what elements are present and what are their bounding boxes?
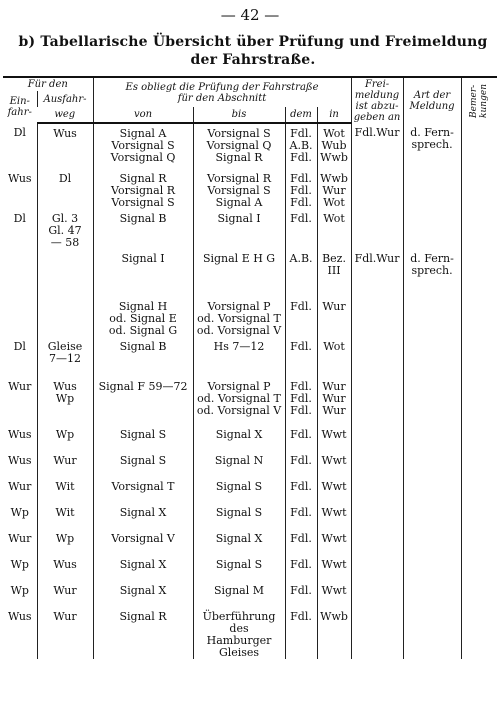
cell-bis: Signal N <box>193 451 285 477</box>
cell-bis: Vorsignal R Vorsignal S Signal A <box>193 169 285 209</box>
cell-in: Wwt <box>317 425 351 451</box>
cell-freimeldung <box>351 555 403 581</box>
cell-von: Signal B <box>93 337 193 377</box>
header-pruefung: Es obliegt die Prüfung der Fahrstraße für den Abschnitt <box>93 77 351 107</box>
cell-von: Signal I <box>93 249 193 297</box>
cell-art-der-meldung: d. Fern- sprech. <box>403 249 461 297</box>
header-bis: bis <box>193 107 285 123</box>
cell-freimeldung <box>351 477 403 503</box>
section-title: b) Tabellarische Übersicht über Prüfung und Freimeldung <box>18 34 488 50</box>
cell-einfahrweg: Wur <box>8 532 32 545</box>
cell-von: Signal B <box>93 209 193 249</box>
table-row <box>3 297 497 337</box>
cell-einfahrweg <box>3 249 37 297</box>
cell-art-der-meldung <box>403 337 461 377</box>
table-row <box>3 337 497 377</box>
cell-bemerkungen <box>461 503 497 529</box>
cell-freimeldung <box>351 425 403 451</box>
cell-art-der-meldung <box>403 607 461 659</box>
section-title-continued: der Fahrstraße. <box>190 52 316 68</box>
fahrstrassen-table <box>3 76 497 659</box>
cell-bis: Vorsignal P od. Vorsignal T od. Vorsignal V <box>193 377 285 425</box>
header-einfahrweg: Ein- fahr- <box>7 96 32 118</box>
header-bemerkungen-cell <box>461 77 497 123</box>
header-ausfahrweg: Ausfahr- <box>37 91 93 107</box>
cell-von: Signal X <box>93 503 193 529</box>
table-row <box>3 377 497 425</box>
cell-einfahrweg: Wp <box>10 506 29 519</box>
cell-dem: Fdl. <box>285 555 317 581</box>
table-row <box>3 581 497 607</box>
table-row <box>3 249 497 297</box>
table-row <box>3 451 497 477</box>
cell-einfahrweg: Wus <box>7 454 32 467</box>
header-dem: dem <box>285 107 317 123</box>
header-fuer-den: Für den <box>3 77 93 91</box>
cell-bemerkungen <box>461 209 497 249</box>
cell-von: Vorsignal T <box>93 477 193 503</box>
cell-bemerkungen <box>461 297 497 337</box>
cell-dem: Fdl. <box>285 451 317 477</box>
cell-bis: Signal X <box>193 425 285 451</box>
table-row <box>3 503 497 529</box>
table-row <box>3 607 497 659</box>
cell-bis: Vorsignal S Vorsignal Q Signal R <box>193 123 285 169</box>
cell-ausfahrweg: Wus <box>37 123 93 169</box>
cell-ausfahrweg: Gl. 3 Gl. 47 — 58 <box>37 209 93 249</box>
cell-in: Wot <box>317 337 351 377</box>
cell-dem: Fdl. <box>285 607 317 659</box>
cell-bis: Vorsignal P od. Vorsignal T od. Vorsignal V <box>193 297 285 337</box>
cell-ausfahrweg <box>37 249 93 297</box>
cell-ausfahrweg: Wit <box>37 503 93 529</box>
cell-einfahrweg: Wp <box>10 558 29 571</box>
table-row <box>3 555 497 581</box>
cell-ausfahrweg: Wur <box>37 451 93 477</box>
cell-in: Wot Wub Wwb <box>317 123 351 169</box>
cell-einfahrweg: Wp <box>10 584 29 597</box>
cell-von: Signal R <box>93 607 193 659</box>
cell-bemerkungen <box>461 123 497 169</box>
cell-in: Wot <box>317 209 351 249</box>
cell-freimeldung <box>351 377 403 425</box>
cell-bemerkungen <box>461 607 497 659</box>
cell-ausfahrweg: Wus <box>37 555 93 581</box>
cell-bis: Signal I <box>193 209 285 249</box>
cell-dem: Fdl. Fdl. Fdl. <box>285 169 317 209</box>
cell-von: Signal F 59—72 <box>93 377 193 425</box>
cell-dem: Fdl. <box>285 529 317 555</box>
cell-ausfahrweg: Wus Wp <box>37 377 93 425</box>
cell-bis: Signal S <box>193 555 285 581</box>
cell-einfahrweg: Dl <box>13 340 26 353</box>
cell-in: Wwt <box>317 477 351 503</box>
cell-dem: Fdl. A.B. Fdl. <box>285 123 317 169</box>
cell-ausfahrweg: Wp <box>37 529 93 555</box>
cell-freimeldung: Fdl.Wur <box>351 123 403 169</box>
cell-von: Signal H od. Signal E od. Signal G <box>93 297 193 337</box>
table-row <box>3 209 497 249</box>
cell-in: Wwt <box>317 503 351 529</box>
cell-art-der-meldung: d. Fern- sprech. <box>403 123 461 169</box>
cell-freimeldung <box>351 209 403 249</box>
cell-in: Wur Wur Wur <box>317 377 351 425</box>
cell-einfahrweg: Wur <box>8 380 32 393</box>
page-number: — 42 — <box>220 6 280 24</box>
cell-bemerkungen <box>461 377 497 425</box>
header-art-der-meldung: Art der Meldung <box>403 77 461 123</box>
cell-bis: Signal E H G <box>193 249 285 297</box>
cell-freimeldung <box>351 337 403 377</box>
cell-bemerkungen <box>461 529 497 555</box>
cell-bis: Signal X <box>193 529 285 555</box>
cell-einfahrweg: Dl <box>13 212 26 225</box>
cell-bemerkungen <box>461 249 497 297</box>
cell-in: Wwb Wur Wot <box>317 169 351 209</box>
cell-freimeldung <box>351 529 403 555</box>
header-weg: weg <box>37 107 93 123</box>
cell-von: Signal X <box>93 581 193 607</box>
cell-freimeldung <box>351 503 403 529</box>
cell-von: Signal X <box>93 555 193 581</box>
cell-art-der-meldung <box>403 477 461 503</box>
cell-bis: Signal S <box>193 503 285 529</box>
cell-freimeldung <box>351 607 403 659</box>
cell-bis: Überführung des Hamburger Gleises <box>193 607 285 659</box>
cell-dem: Fdl. <box>285 297 317 337</box>
cell-einfahrweg <box>3 297 37 337</box>
cell-ausfahrweg: Wur <box>37 607 93 659</box>
cell-art-der-meldung <box>403 451 461 477</box>
cell-ausfahrweg: Wit <box>37 477 93 503</box>
cell-einfahrweg: Wus <box>7 428 32 441</box>
cell-in: Wur <box>317 297 351 337</box>
cell-in: Wwb <box>317 607 351 659</box>
cell-dem: Fdl. <box>285 209 317 249</box>
cell-art-der-meldung <box>403 581 461 607</box>
cell-dem: Fdl. Fdl. Fdl. <box>285 377 317 425</box>
cell-bemerkungen <box>461 169 497 209</box>
cell-dem: Fdl. <box>285 581 317 607</box>
cell-art-der-meldung <box>403 503 461 529</box>
cell-art-der-meldung <box>403 377 461 425</box>
cell-ausfahrweg: Gleise 7—12 <box>37 337 93 377</box>
cell-dem: Fdl. <box>285 425 317 451</box>
cell-bemerkungen <box>461 451 497 477</box>
header-in: in <box>317 107 351 123</box>
cell-bemerkungen <box>461 337 497 377</box>
cell-bemerkungen <box>461 581 497 607</box>
cell-von: Signal R Vorsignal R Vorsignal S <box>93 169 193 209</box>
cell-freimeldung <box>351 451 403 477</box>
cell-bis: Signal M <box>193 581 285 607</box>
cell-freimeldung: Fdl.Wur <box>351 249 403 297</box>
table-row <box>3 425 497 451</box>
header-von: von <box>93 107 193 123</box>
cell-ausfahrweg: Wur <box>37 581 93 607</box>
header-bemerkungen: Bemer- kungen <box>469 83 490 118</box>
cell-bemerkungen <box>461 555 497 581</box>
cell-von: Signal S <box>93 425 193 451</box>
cell-einfahrweg: Wur <box>8 480 32 493</box>
cell-einfahrweg: Wus <box>7 610 32 623</box>
cell-ausfahrweg <box>37 297 93 337</box>
cell-dem: Fdl. <box>285 477 317 503</box>
cell-von: Signal A Vorsignal S Vorsignal Q <box>93 123 193 169</box>
cell-dem: Fdl. <box>285 337 317 377</box>
cell-bemerkungen <box>461 425 497 451</box>
cell-ausfahrweg: Wp <box>37 425 93 451</box>
cell-in: Bez. III <box>317 249 351 297</box>
cell-in: Wwt <box>317 451 351 477</box>
cell-art-der-meldung <box>403 209 461 249</box>
cell-in: Wwt <box>317 581 351 607</box>
cell-bis: Hs 7—12 <box>193 337 285 377</box>
cell-in: Wwt <box>317 529 351 555</box>
table-body <box>3 123 497 659</box>
cell-art-der-meldung <box>403 297 461 337</box>
table-row <box>3 477 497 503</box>
header-freimeldung: Frei- meldung ist abzu- geben an <box>351 77 403 123</box>
cell-einfahrweg: Dl <box>13 126 26 139</box>
cell-art-der-meldung <box>403 529 461 555</box>
cell-dem: A.B. <box>285 249 317 297</box>
cell-art-der-meldung <box>403 425 461 451</box>
cell-von: Signal S <box>93 451 193 477</box>
cell-ausfahrweg: Dl <box>37 169 93 209</box>
cell-bemerkungen <box>461 477 497 503</box>
cell-von: Vorsignal V <box>93 529 193 555</box>
cell-dem: Fdl. <box>285 503 317 529</box>
cell-einfahrweg: Wus <box>7 172 32 185</box>
table-row <box>3 123 497 169</box>
cell-art-der-meldung <box>403 169 461 209</box>
cell-in: Wwt <box>317 555 351 581</box>
table-row <box>3 169 497 209</box>
cell-freimeldung <box>351 581 403 607</box>
cell-bis: Signal S <box>193 477 285 503</box>
table-row <box>3 529 497 555</box>
cell-art-der-meldung <box>403 555 461 581</box>
cell-freimeldung <box>351 297 403 337</box>
cell-freimeldung <box>351 169 403 209</box>
